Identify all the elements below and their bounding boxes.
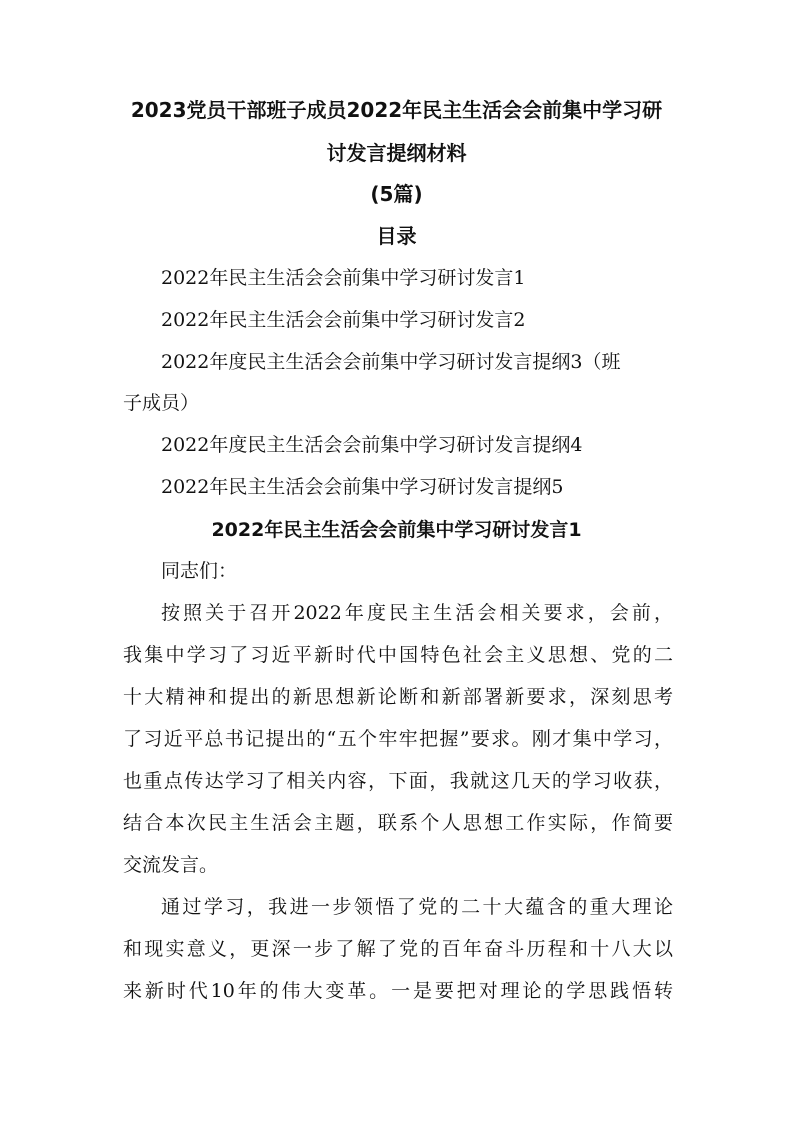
- paragraph-2-line-1: 通过学习，我进一步领悟了党的二十大蕴含的重大理论: [161, 896, 673, 918]
- toc-item-2: 2022年民主生活会会前集中学习研讨发言2: [161, 309, 526, 331]
- paragraph-2-line-2: 和现实意义，更深一步了解了党的百年奋斗历程和十八大以: [123, 938, 673, 960]
- paragraph-2-line-3: 来新时代10年的伟大变革。一是要把对理论的学思践悟转: [123, 980, 673, 1002]
- document-title-line-2: 讨发言提纲材料: [326, 141, 467, 165]
- paragraph-1-line-1: 按照关于召开2022年度民主生活会相关要求，会前，: [161, 602, 673, 624]
- toc-item-3: 2022年度民主生活会会前集中学习研讨发言提纲3（班: [161, 351, 621, 373]
- paragraph-1-line-2: 我集中学习了习近平新时代中国特色社会主义思想、党的二: [123, 644, 673, 666]
- toc-item-4: 2022年度民主生活会会前集中学习研讨发言提纲4: [161, 434, 583, 456]
- paragraph-1-line-7: 交流发言。: [123, 854, 219, 876]
- document-title-line-1: 2023党员干部班子成员2022年民主生活会会前集中学习研: [130, 98, 663, 122]
- toc-item-3-continuation: 子成员）: [123, 392, 200, 414]
- paragraph-1-line-3: 十大精神和提出的新思想新论断和新部署新要求，深刻思考: [123, 686, 673, 708]
- toc-item-5: 2022年民主生活会会前集中学习研讨发言提纲5: [161, 476, 564, 498]
- section-heading: 2022年民主生活会会前集中学习研讨发言1: [211, 519, 582, 541]
- paragraph-1-line-5: 也重点传达学习了相关内容，下面，我就这几天的学习收获，: [123, 770, 673, 792]
- paragraph-1-line-6: 结合本次民主生活会主题，联系个人思想工作实际，作简要: [123, 812, 673, 834]
- document-count-label: (5篇): [370, 182, 423, 206]
- toc-heading: 目录: [376, 224, 417, 248]
- paragraph-1-line-4: 了习近平总书记提出的“五个牢牢把握”要求。刚才集中学习，: [123, 728, 673, 750]
- toc-item-1: 2022年民主生活会会前集中学习研讨发言1: [161, 267, 526, 289]
- salutation: 同志们：: [161, 560, 238, 582]
